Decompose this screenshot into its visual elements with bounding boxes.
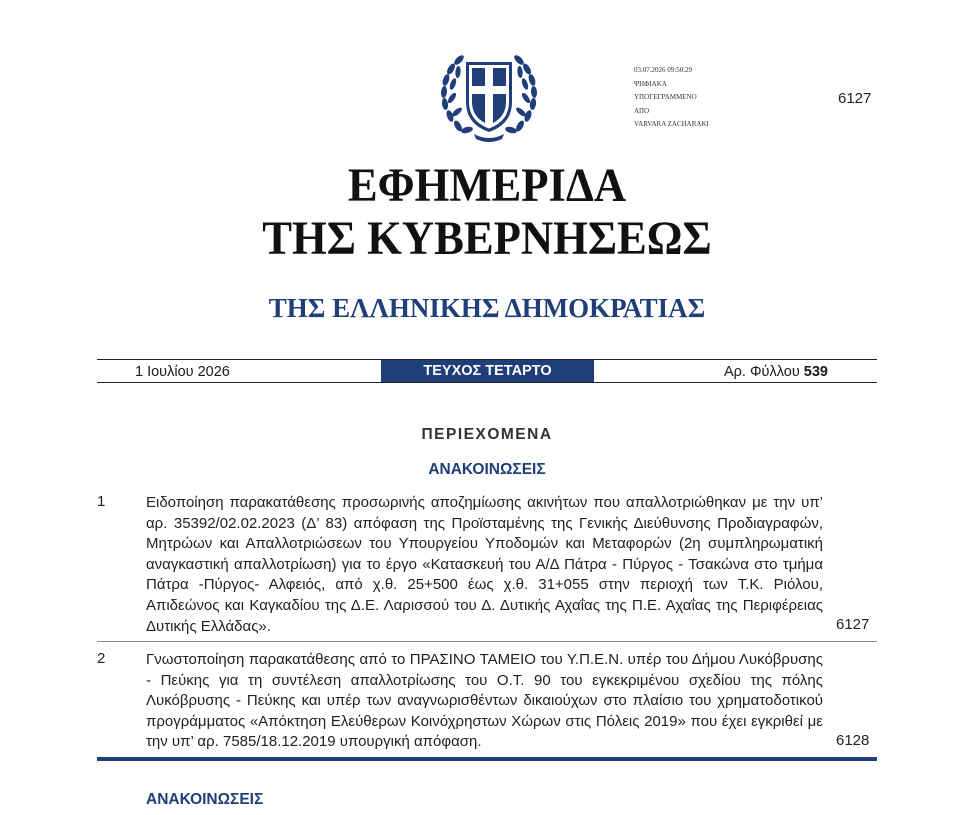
signature-datetime: 03.07.2026 09:50:29: [634, 66, 693, 74]
issue-sheet-number: [724, 364, 828, 380]
toc-item-separator: [97, 641, 877, 642]
issue-series-badge: ΤΕΥΧΟΣ ΤΕΤΑΡΤΟ: [381, 360, 594, 382]
toc-title: ΠΕΡΙΕΧΟΜΕΝΑ: [421, 426, 553, 443]
masthead-line-3: ΤΗΣ ΕΛΛΗΝΙΚΗΣ ΔΗΜΟΚΡΑΤΙΑΣ: [268, 293, 706, 323]
section-heading: ΑΝΑΚΟΙΝΩΣΕΙΣ: [146, 791, 264, 808]
masthead-line-1: ΕΦΗΜΕΡΙΔΑ: [347, 159, 627, 212]
toc-end-rule: [97, 757, 877, 761]
signature-line: ΥΠΟΓΕΓΡΑΜΜΕΝΟ: [634, 93, 697, 101]
signature-line: VARVARA ZACHARAKI: [634, 120, 709, 128]
issue-date: 1 Ιουλίου 2026: [135, 364, 230, 380]
page-number: 6127: [838, 90, 872, 107]
digital-signature: [634, 64, 709, 132]
toc-section-heading: ΑΝΑΚΟΙΝΩΣΕΙΣ: [428, 461, 546, 478]
toc-item-text: Γνωστοποίηση παρακατάθεσης από το ΠΡΑΣΙΝΟ ΤΑΜΕΙΟ του Υ.Π.Ε.Ν. υπέρ του Δήμου Λυκόβρυσης - Πεύκης για τη συντέλεση απαλλοτρίωσης του Ο.Τ. 90 του εγκεκριμένου σχεδίου της πόλης Λυκόβρυσης - Πεύκης και υπέρ των αναγνωρισθέντων δικαιούχων στο πλαίσιο του χρηματοδοτικού προγράμματος «Απόκτηση Ελεύθερων Κοινόχρηστων Χώρων στις Πόλεις 2019» που έχει εγκριθεί με την υπ’ αρ. 7585/18.12.2019 υπουργική απόφαση.: [146, 651, 823, 751]
greek-coat-of-arms-icon: [436, 46, 542, 146]
toc-item-text: Ειδοποίηση παρακατάθεσης προσωρινής αποζημίωσης ακινήτων που απαλλοτριώθηκαν με την υπ’ αρ. 35392/02.02.2023 (Δ’ 83) απόφαση της Προϊσταμένης της Γενικής Διεύθυνσης Προδιαγραφών, Μητρώων και Απαλλοτριώσεων του Υπουργείου Υποδομών και Μεταφορών (2η συμπληρωματική αναγκαστική απαλλοτρίωση) για το έργο «Κατασκευή του Α/Δ Πάτρα - Πύργος - Τσακώνα στο τμήμα Πάτρα -Πύργος- Αλφειός, από χ.θ. 25+500 έως χ.θ. 31+055 στην περιοχή των Τ.Κ. Ριόλου, Απιδεώνος και Καγκαδίου της Δ.Ε. Λαρισσού του Δ. Δυτικής Αχαΐας της Π.Ε. Αχαΐας της Περιφέρειας Δυτικής Ελλάδας».: [146, 494, 823, 635]
sheet-label: Αρ. Φύλλου: [724, 364, 800, 380]
toc-item-page: 6128: [836, 732, 870, 749]
signature-line: ΨΗΦΙΑΚΑ: [634, 79, 667, 88]
issue-bar-bottom-rule: [97, 382, 877, 383]
toc-item-page: 6127: [836, 616, 870, 633]
toc-item-number: 1: [97, 493, 106, 510]
toc-item-number: 2: [97, 650, 106, 667]
signature-line: ΑΠΟ: [634, 106, 650, 115]
sheet-number: 539: [803, 364, 828, 380]
masthead-line-2: ΤΗΣ ΚΥΒΕΡΝΗΣΕΩΣ: [262, 212, 712, 265]
